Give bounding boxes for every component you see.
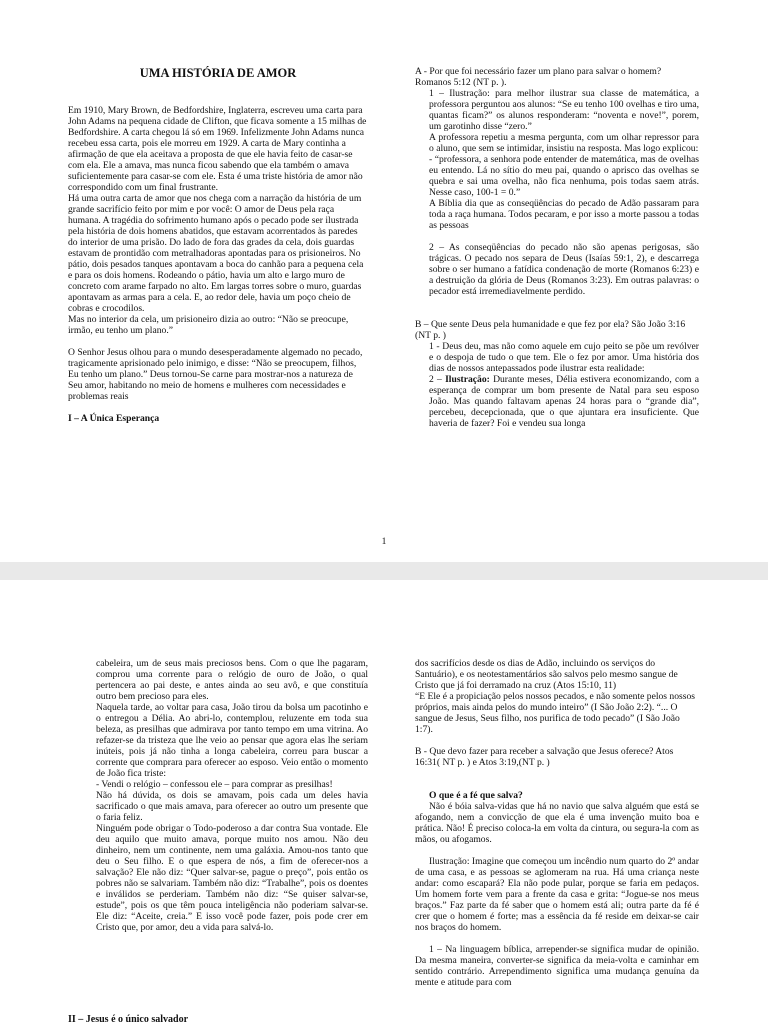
- question-b: B - Que devo fazer para receber a salvação que Jesus oferece? Atos 16:31( NT p. ) e Atos 3:19,(NT p. ): [415, 746, 674, 768]
- paragraph: Naquela tarde, ao voltar para casa, João tirou da bolsa um pacotinho e o entregou a Délia. Ao abri-lo, contemplou, reluzente em toda sua beleza, as presilhas que admirava por tanto tempo em uma vitrina. Ao refazer-se da tristeza que lhe veio ao pensar que agora elas lhe seriam inúteis, pois já não tinha a longa cabeleira, correu para buscar a corrente que comprara para oferecer ao esposo. Veio então o momento de João fica triste:: [96, 702, 368, 779]
- left-column-page-1: [68, 105, 368, 424]
- paragraph: Há uma outra carta de amor que nos chega com a narração da história de um grande sacrifício feito por mim e por você: O amor de Deus pela raça humana. A tragédia do sofrimento humano após o pecado pode ser ilustrada pela história de dois homens abatidos, que estavam acorrentados às paredes do interior de uma prisão. Do lado de fora das grades da cela, dois guardas estavam de prontidão com metralhadoras apontadas para os prisioneiros. No pátio, dois pesados tanques apontavam a boca do canhão para a pequena cela e para os dois homens. Rodeando o pátio, havia um alto e largo muro de concreto com arame farpado no alto. Em largas torres sobre o muro, guardas apontavam as armas para a cela. E, ao redor dele, havia um poço cheio de cobras e crocodilos.: [68, 193, 364, 314]
- paragraph: 1 – Na linguagem bíblica, arrepender-se significa mudar de opinião. Da mesma maneira, converter-se significa da meia-volta e caminhar em sentido contrário. Arrependimento significa uma mudança genuína da mente e atitude para com: [415, 944, 699, 988]
- paragraph: 2 – As conseqüências do pecado não são apenas perigosas, são trágicas. O pecado nos separa de Deus (Isaías 59:1, 2), e descarrega sobre o ser humano a fatídica condenação de morte (Romanos 6:23) e a destruição da glória de Deus (Romanos 3:23). Em outras palavras: o pecador está irremediavelmente perdido.: [429, 242, 699, 297]
- paragraph: Ninguém pode obrigar o Todo-poderoso a dar contra Sua vontade. Ele deu aquilo que muito amava, porque muito nos amou. Não deu dinheiro, nem um continente, nem uma galáxia. Amou-nos tanto que deu o Seu filho. E o que espera de nós, a fim de oferecer-nos a salvação? Ele não diz: “Quer salvar-se, pague o preço”, pois então os pobres não se salvariam. Também não diz: “Trabalhe”, pois os doentes e inválidos se perderiam. Também não diz: “Se quiser salvar-se, estude”, pois os que têm pouca inteligência não poderiam salvar-se. Ele diz: “Aceite, creia.” E isso você pode fazer, pois pode crer em Cristo que, por amor, deu a vida para salvá-lo.: [96, 823, 368, 933]
- paragraph: 1 - Deus deu, mas não como aquele em cujo peito se põe um revólver e o despoja de tudo o que tem. Ele o fez por amor. Uma história dos dias de nossos antepassados pode ilustrar esta realidade:: [429, 341, 699, 374]
- document-page-2: [0, 580, 768, 1024]
- paragraph: 1 – Ilustração: para melhor ilustrar sua classe de matemática, a professora perguntou aos alunos: “Se eu tenho 100 ovelhas e tiro uma, quantas ficam?” os alunos responderam: “noventa e nove!”, porem, um garotinho disse “zero.”: [429, 88, 699, 132]
- left-column-page-2: [96, 658, 368, 933]
- paragraph: A Bíblia dia que as conseqüências do pecado de Adão passaram para toda a raça humana. Todos pecaram, e por isso a morte passou a todas as pessoas: [429, 198, 699, 231]
- paragraph: Não há dúvida, os dois se amavam, pois cada um deles havia sacrificado o que mais amava, para oferecer ao outro um presente que o faria feliz.: [96, 790, 368, 823]
- paragraph: 2 – Ilustração: Durante meses, Délia estivera economizando, com a esperança de comprar um bom presente de Natal para seu esposo João. Mas quando faltavam apenas 24 horas para o “grande dia”, percebeu, decepcionada, que o que ajuntara era insuficiente. Que haveria de fazer? Foi e vendeu sua longa: [429, 374, 699, 429]
- section-heading: I – A Única Esperança: [68, 413, 160, 424]
- paragraph: Mas no interior da cela, um prisioneiro dizia ao outro: “Não se preocupe, irmão, eu tenho um plano.”: [68, 314, 349, 336]
- page-number: 1: [381, 537, 387, 547]
- paragraph: Ilustração: Imagine que começou um incêndio num quarto do 2º andar de uma casa, e as pessoas se aglomeram na rua. Há uma criança neste andar: como escapará? Ela não pode pular, porque se faria em pedaços. Um homem forte vem para a frente da casa e grita: “Jogue-se nos meus braços.” Faz parte da fé saber que o homem está ali; outra parte da fé é crer que o homem é forte; mas a essência da fé reside em deixar-se cair nos braços do homem.: [415, 856, 699, 933]
- paragraph: O Senhor Jesus olhou para o mundo desesperadamente algemado no pecado, tragicamente aprisionado pelo inimigo, e disse: “Não se preocupem, filhos, Eu tenho um plano.” Deus tornou-Se carne para mostrar-nos a natureza de Seu amor, habitando no meio de homens e mulheres com necessidades e problemas reais: [68, 347, 363, 402]
- paragraph: - “professora, a senhora pode entender de matemática, mas de ovelhas eu entendo. Lá no sítio do meu pai, quando o aprisco das ovelhas se quebra e sai uma ovelha, não fica nenhuma, pois todas saem atrás. Nesse caso, 100-1 = 0.”: [429, 154, 699, 198]
- paragraph: A professora repetiu a mesma pergunta, com um olhar repressor para o aluno, que sem se intimidar, insistiu na resposta. Mas logo explicou:: [429, 132, 699, 154]
- question-a: A - Por que foi necessário fazer um plano para salvar o homem? Romanos 5:12 (NT p. ).: [415, 66, 662, 88]
- paragraph: “E Ele é a propiciação pelos nossos pecados, e não somente pelos nossos próprios, mais ainda pelos do mundo inteiro” (I São João 2:2). “... O sangue de Jesus, Seus filho, nos purifica de todo pecado” (I São João 1:7).: [415, 691, 696, 735]
- paragraph: dos sacrifícios desde os dias de Adão, incluindo os serviços do Santuário), e os neotestamentários são salvos pelo mesmo sangue de Cristo que já foi derramado na cruz (Atos 15:10, 11): [415, 658, 678, 691]
- question-b: B – Que sente Deus pela humanidade e que fez por ela? São João 3:16 (NT p. ): [415, 319, 686, 341]
- paragraph: Não é bóia salva-vidas que há no navio que salva alguém que está se afogando, nem a convicção de que ela é uma invenção muito boa e prática. Não! É preciso coloca-la em volta da cintura, ou segura-la com as mãos, ou afogamos.: [415, 801, 699, 845]
- paragraph: - Vendi o relógio – confessou ele – para comprar as presilhas!: [96, 779, 333, 790]
- paragraph: cabeleira, um de seus mais preciosos bens. Com o que lhe pagaram, comprou uma corrente para o relógio de ouro de João, o qual pertencera ao pai deste, e antes ainda ao seu avô, e que constituía outro bem precioso para eles.: [96, 658, 368, 702]
- page-title: UMA HISTÓRIA DE AMOR: [139, 66, 297, 80]
- right-column-page-2: [415, 658, 699, 988]
- paragraph: Em 1910, Mary Brown, de Bedfordshire, Inglaterra, escreveu uma carta para John Adams na pequena cidade de Clifton, que ficava somente a 15 milhas de Bedfordshire. A carta chegou lá só em 1969. Infelizmente John Adams nunca recebeu essa carta, pois ele morreu em 1929. A carta de Mary continha a afirmação de que ela aceitava a proposta de que ele havia feito de casar-se com ela. Ele a amava, mas nunca ficou sabendo que ela também o amava suficientemente para casar-se com ele. Esta é uma triste história de amor não correspondido com um final frustrante.: [68, 105, 367, 193]
- section-heading: O que é a fé que salva?: [429, 790, 523, 801]
- section-heading: II – Jesus é o único salvador: [68, 1014, 189, 1024]
- right-column-page-1: [415, 66, 699, 429]
- illustration-label: Ilustração:: [445, 374, 490, 385]
